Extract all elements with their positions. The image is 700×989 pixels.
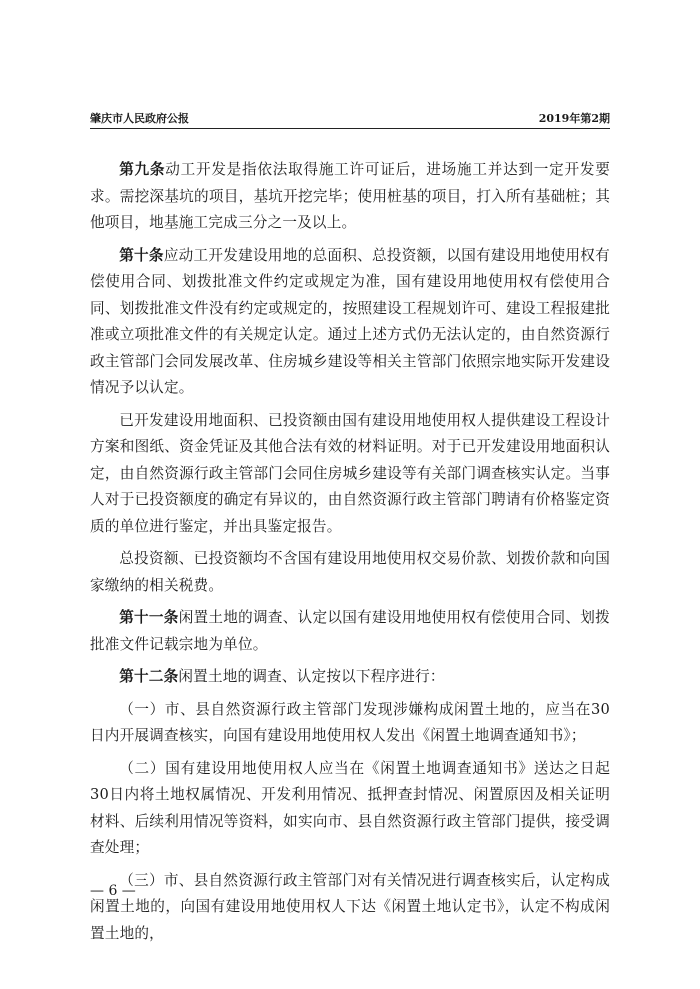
paragraph-article-11 [90, 605, 610, 658]
paragraph-article-9 [90, 157, 610, 237]
article-label: 第九条 [119, 161, 166, 178]
paragraph-item-3 [90, 868, 610, 948]
paragraph-text: 闲置土地的调查、认定以国有建设用地使用权有偿使用合同、划拨批准文件记载宗地为单位。 [90, 609, 610, 653]
paragraph-text: 闲置土地的调查、认定按以下程序进行： [178, 668, 445, 685]
page-header [90, 106, 610, 129]
paragraph-text: 已开发建设用地面积、已投资额由国有建设用地使用权人提供建设工程设计方案和图纸、资金凭证及其他合法有效的材料证明。对于已开发建设用地面积认定，由自然资源行政主管部门会同住房城乡建设等有关部门调查核实认定。当事人对于已投资额度的确定有异议的，由自然资源行政主管部门聘请有价格鉴定资质的单位进行鉴定，并出具鉴定报告。 [90, 411, 610, 535]
article-label: 第十一条 [119, 609, 179, 626]
paragraph-article-10-2 [90, 408, 610, 541]
publication-title: 肇庆市人民政府公报 [90, 112, 189, 125]
paragraph-text: （二）国有建设用地使用权人应当在《闲置土地调查通知书》送达之日起30日内将土地权属情况、开发利用情况、抵押查封情况、闲置原因及相关证明材料、后续利用情况等资料，如实向市、县自然资源行政主管部门提供，接受调查处理； [90, 759, 610, 856]
paragraph-item-2 [90, 756, 610, 862]
document-body [90, 157, 610, 953]
paragraph-article-10-3 [90, 546, 610, 599]
paragraph-item-1 [90, 697, 610, 750]
paragraph-text: 动工开发是指依法取得施工许可证后，进场施工并达到一定开发要求。需挖深基坑的项目，基坑开挖完毕；使用桩基的项目，打入所有基础桩；其他项目，地基施工完成三分之一及以上。 [90, 161, 610, 231]
paragraph-text: 应动工开发建设用地的总面积、总投资额，以国有建设用地使用权有偿使用合同、划拨批准文件约定或规定为准，国有建设用地使用权有偿使用合同、划拨批准文件没有约定或规定的，按照建设工程规划许可、建设工程报建批准或立项批准文件的有关规定认定。通过上述方式仍无法认定的，由自然资源行政主管部门会同发展改革、住房城乡建设等相关主管部门依照宗地实际开发建设情况予以认定。 [90, 246, 610, 396]
paragraph-article-10 [90, 243, 610, 402]
issue-number: 2019年第2期 [538, 112, 610, 125]
page-number: — 6 — [90, 883, 136, 899]
paragraph-text: 总投资额、已投资额均不含国有建设用地使用权交易价款、划拨价款和向国家缴纳的相关税费。 [90, 550, 610, 594]
paragraph-text: （一）市、县自然资源行政主管部门发现涉嫌构成闲置土地的，应当在30日内开展调查核实，向国有建设用地使用权人发出《闲置土地调查通知书》； [90, 700, 610, 744]
article-label: 第十条 [119, 246, 164, 264]
paragraph-article-12 [90, 664, 610, 691]
paragraph-text: （三）市、县自然资源行政主管部门对有关情况进行调查核实后，认定构成闲置土地的，向国有建设用地使用权人下达《闲置土地认定书》，认定不构成闲置土地的， [90, 871, 610, 942]
article-label: 第十二条 [119, 668, 179, 685]
